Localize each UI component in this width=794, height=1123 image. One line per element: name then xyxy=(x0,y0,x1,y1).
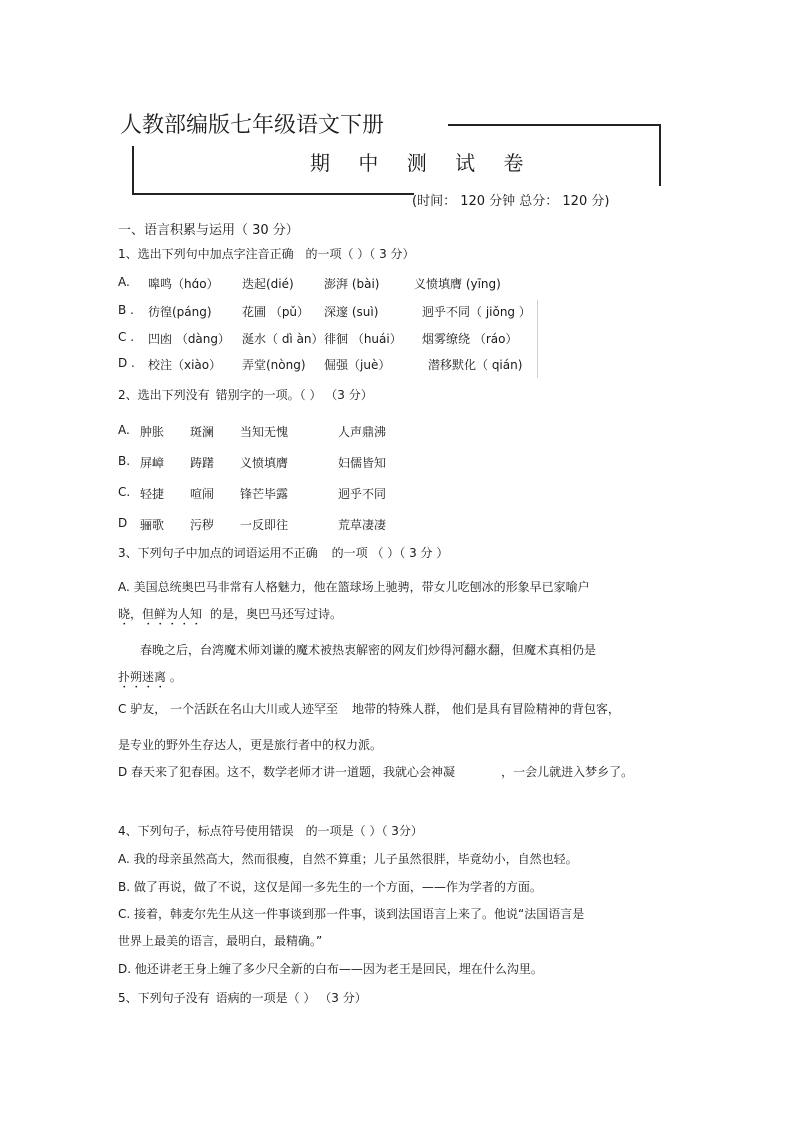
question-3-option-a-part: 晓，但鲜为人知 xyxy=(118,607,203,621)
option-item: 弄堂(nòng) xyxy=(242,358,306,372)
frame-bottom-rule xyxy=(132,193,414,195)
option-item: 斑澜 xyxy=(190,425,215,439)
question-3-option-d-part: ，一会儿就进入梦乡了。 xyxy=(501,765,634,779)
question-4-option-d: D. 他还讲老王身上缠了多少尺全新的白布——因为老王是回民，埋在什么沟里。 xyxy=(118,962,543,976)
option-item: 义愤填膺 xyxy=(240,456,289,470)
question-3-option-c-line2: 是专业的野外生存达人，更是旅行者中的权力派。 xyxy=(118,738,383,752)
exam-subtitle: 期 中 测 试 卷 xyxy=(310,151,535,175)
question-4-stem-part: 的一项是（ ）（ 3分） xyxy=(305,824,423,838)
option-item: 涎水（ dì àn） xyxy=(242,332,324,346)
question-5-stem xyxy=(118,989,367,1006)
question-1-option-b xyxy=(118,303,548,325)
question-3-stem xyxy=(118,544,448,561)
question-4-option-c-line1: C. 接着，韩麦尔先生从这一件事谈到那一件事，谈到法国语言上来了。他说“法国语言是 xyxy=(118,907,585,921)
question-3-option-a-line2 xyxy=(118,605,342,628)
option-item: 屏嶂 xyxy=(140,456,165,470)
option-item: 人声鼎沸 xyxy=(338,425,387,439)
option-item: 澎湃 (bài) xyxy=(324,277,380,291)
question-3-option-b-line2: 扑朔迷离 。 xyxy=(118,670,182,684)
option-item: 荒草凄凄 xyxy=(338,518,387,532)
question-3-option-c-part: 地带的特殊人群， 他们是具有冒险精神的背包客， xyxy=(352,702,620,716)
question-4-stem xyxy=(118,822,423,839)
option-item: 肿胀 xyxy=(140,425,165,439)
option-item: 义愤填膺 (yīng) xyxy=(414,277,501,291)
option-item: 一反即往 xyxy=(240,518,289,532)
option-item: 骊歌 xyxy=(140,518,165,532)
question-2-option-c xyxy=(118,485,418,507)
question-5-stem-part: 语病的一项是（ ） （3 分） xyxy=(215,991,367,1005)
question-3-option-c-part: C 驴友， 一个活跃在名山大川或人迹罕至 xyxy=(118,702,339,716)
option-label: D . xyxy=(118,356,135,370)
question-3-option-b-line1: 春晚之后，台湾魔术师刘谦的魔术被热衷解密的网友们炒得河翻水翻，但魔术真相仍是 xyxy=(140,643,597,657)
option-item: 迥乎不同（ jiǒng ） xyxy=(422,305,531,319)
option-label: B . xyxy=(118,303,134,317)
question-4-option-c-line2: 世界上最美的语言，最明白，最精确。” xyxy=(118,934,323,948)
option-label: C . xyxy=(118,330,135,344)
option-label: C. xyxy=(118,485,131,499)
title-rule xyxy=(448,124,661,126)
option-item: 踌躇 xyxy=(190,456,215,470)
option-item: 校注（xiào） xyxy=(148,358,222,372)
option-item: 嗥鸣（hɑ́o） xyxy=(148,277,219,291)
question-3-stem-part: 的一项 （ ）（ 3 分 ） xyxy=(331,546,449,560)
question-3-option-a-part: 的是，奥巴马还写过诗。 xyxy=(210,607,343,621)
option-item: 花圃 （pǔ） xyxy=(242,305,310,319)
exam-time-info: (时间： 120 分钟 总分： 120 分) xyxy=(412,194,610,209)
option-label: D xyxy=(118,516,128,530)
question-2-option-d xyxy=(118,516,418,538)
option-item: 当知无愧 xyxy=(240,425,289,439)
question-1-stem xyxy=(118,245,415,268)
question-1-option-d xyxy=(118,356,548,378)
option-label: A. xyxy=(118,423,130,437)
question-3-stem-part: 3、下列句子中加点的词语运用不正确 xyxy=(118,546,318,560)
question-2-stem xyxy=(118,386,373,403)
option-label: A. xyxy=(118,275,130,289)
option-item: 烟雾缭绕 （ráo） xyxy=(422,332,518,346)
question-3-option-d-line1 xyxy=(118,763,633,780)
option-item: 凹凼 （dàng） xyxy=(148,332,231,346)
question-2-stem-part: 错别字的一项。（ ） （3 分） xyxy=(215,388,373,402)
section-heading: 一、语言积累与运用（ 30 分） xyxy=(118,223,299,238)
document-title: 人教部编版七年级语文下册 xyxy=(120,113,385,138)
option-item: 轻捷 xyxy=(140,487,165,501)
question-3-option-a-line1: A. 美国总统奥巴马非常有人格魅力，他在篮球场上驰骋，带女儿吃刨冰的形象早已家喻户 xyxy=(118,580,590,594)
question-2-stem-part: 2、选出下列没有 xyxy=(118,388,210,402)
option-item: 迥乎不同 xyxy=(338,487,387,501)
option-label: B. xyxy=(118,454,131,468)
question-4-option-b: B. 做了再说，做了不说，这仅是闻一多先生的一个方面，——作为学者的方面。 xyxy=(118,880,542,894)
question-5-stem-part: 5、下列句子没有 xyxy=(118,991,210,1005)
option-item: 妇儒皆知 xyxy=(338,456,387,470)
option-item: 迭起(dié) xyxy=(242,277,294,291)
option-item: 喧闹 xyxy=(190,487,215,501)
question-3-option-d-part: D 春天来了犯春困。这不，数学老师才讲一道题，我就心会神凝 xyxy=(118,765,456,779)
option-item: 徘徊 （huái） xyxy=(324,332,402,346)
option-item: 潜移默化（ qián) xyxy=(428,358,523,372)
option-item: 倔强（juè） xyxy=(324,358,391,372)
question-1-stem-part: 的一项（ ）（ 3 分） xyxy=(305,247,415,261)
option-item: 彷徨(páng) xyxy=(148,305,212,319)
question-2-option-b xyxy=(118,454,418,476)
question-3-option-c-line1 xyxy=(118,700,620,717)
frame-left-rule xyxy=(132,146,134,194)
question-4-stem-part: 4、下列句子，标点符号使用错误 xyxy=(118,824,294,838)
question-2-option-a xyxy=(118,423,418,445)
option-item: 深邃 (suì) xyxy=(324,305,379,319)
question-1-option-c xyxy=(118,330,548,352)
question-4-option-a: A. 我的母亲虽然高大，然而很瘦，自然不算重；儿子虽然很胖，毕竟幼小，自然也轻。 xyxy=(118,852,578,866)
option-item: 锋芒毕露 xyxy=(240,487,289,501)
frame-right-rule xyxy=(659,124,661,186)
question-1-stem-part: 1、选出下列句中加点字注音正确 xyxy=(118,247,294,261)
option-item: 污秽 xyxy=(190,518,215,532)
question-1-option-a xyxy=(118,275,548,297)
